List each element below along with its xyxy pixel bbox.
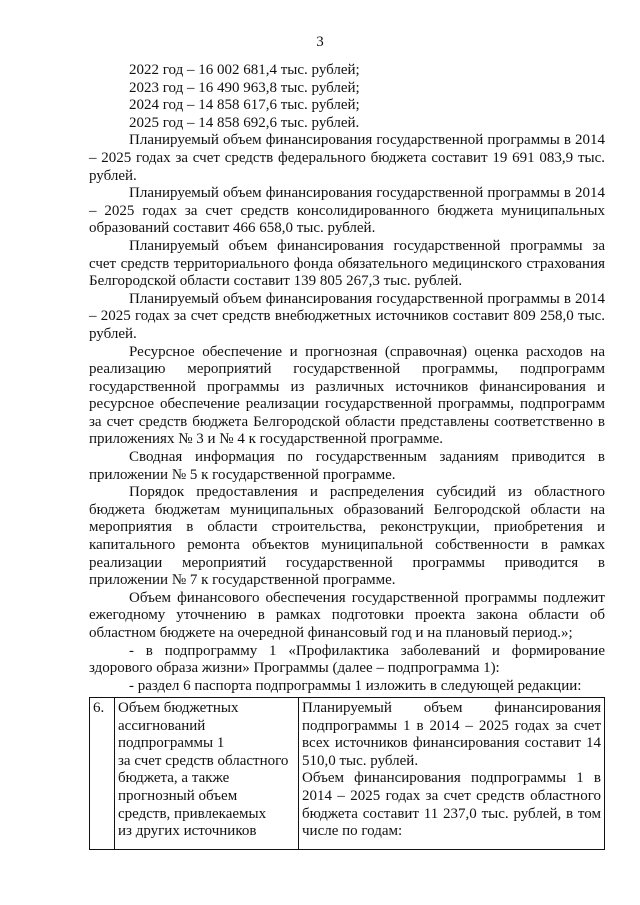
year-line: 2025 год – 14 858 692,6 тыс. рублей. bbox=[129, 114, 360, 131]
paragraph: Планируемый объем финансирования государственной программы в 2014 – 2025 годах за счет средств консолидированного бюджета муниципальных образований составит 466 658,0 тыс. рублей. bbox=[89, 185, 605, 237]
label-line: за счет средств областного bbox=[118, 752, 289, 769]
label-line: ассигнований bbox=[118, 717, 206, 734]
label-line: средств, привлекаемых bbox=[118, 805, 267, 822]
paragraph: - в подпрограмму 1 «Профилактика заболеваний и формирование здорового образа жизни» Программы (далее – подпрограмма 1): bbox=[89, 642, 605, 677]
page-number: 3 bbox=[316, 34, 324, 50]
label-line: из других источников bbox=[118, 823, 257, 840]
paragraph: Сводная информация по государственным заданиям приводится в приложении № 5 к государственной программе. bbox=[89, 449, 605, 483]
passport-table bbox=[89, 697, 605, 850]
document-body bbox=[89, 62, 605, 695]
paragraph: Планируемый объем финансирования государственной программы в 2014 – 2025 годах за счет средств внебюджетных источников составит 809 258,0 тыс. рублей. bbox=[89, 290, 605, 342]
label-line: Объем бюджетных bbox=[118, 700, 239, 716]
paragraph: - раздел 6 паспорта подпрограммы 1 изложить в следующей редакции: bbox=[129, 677, 582, 694]
year-line: 2023 год – 16 490 963,8 тыс. рублей; bbox=[129, 79, 360, 96]
paragraph: Порядок предоставления и распределения субсидий из областного бюджета бюджетам муниципальных образований Белгородской области на мероприятия в области строительства, реконструкции, приобретения и капитального ремонта объектов муниципальной собственности в рамках реализации мероприятий государственной программы приводится в приложении № 7 к государственной программе. bbox=[89, 484, 605, 589]
label-line: прогнозный объем bbox=[118, 787, 238, 804]
paragraph: Планируемый объем финансирования государственной программы в 2014 – 2025 годах за счет средств федерального бюджета составит 19 691 083,9 тыс. рублей. bbox=[89, 132, 605, 184]
year-line: 2024 год – 14 858 617,6 тыс. рублей; bbox=[129, 97, 360, 114]
row-label-cell bbox=[115, 698, 299, 850]
paragraph: Ресурсное обеспечение и прогнозная (справочная) оценка расходов на реализацию мероприятий государственной программы, подпрограмм государственной программы из различных источников финансирования и ресурсное обеспечение реализации государственной программы, подпрограмм за счет средств бюджета Белгородской области представлены соответственно в приложениях № 3 и № 4 к государственной программе. bbox=[89, 343, 605, 448]
label-line: подпрограммы 1 bbox=[118, 735, 225, 752]
row-value-cell bbox=[299, 698, 605, 850]
value-paragraph: Объем финансирования подпрограммы 1 в 2014 – 2025 годах за счет средств областного бюджета составит 11 237,0 тыс. рублей, в том числе по годам: bbox=[302, 770, 601, 840]
year-line: 2022 год – 16 002 681,4 тыс. рублей; bbox=[129, 62, 360, 78]
row-number-cell: 6. bbox=[90, 698, 115, 850]
label-line: бюджета, а также bbox=[118, 770, 230, 787]
value-paragraph: Планируемый объем финансирования подпрограммы 1 в 2014 – 2025 годах за счет всех источников финансирования составит 14 510,0 тыс. рублей. bbox=[302, 700, 601, 769]
table-row bbox=[90, 698, 605, 850]
paragraph: Объем финансового обеспечения государственной программы подлежит ежегодному уточнению в рамках подготовки проекта закона области об областном бюджете на очередной финансовый год и на плановый период.»; bbox=[89, 589, 605, 641]
paragraph: Планируемый объем финансирования государственной программы за счет средств территориального фонда обязательного медицинского страхования Белгородской области составит 139 805 267,3 тыс. рублей. bbox=[89, 237, 605, 290]
